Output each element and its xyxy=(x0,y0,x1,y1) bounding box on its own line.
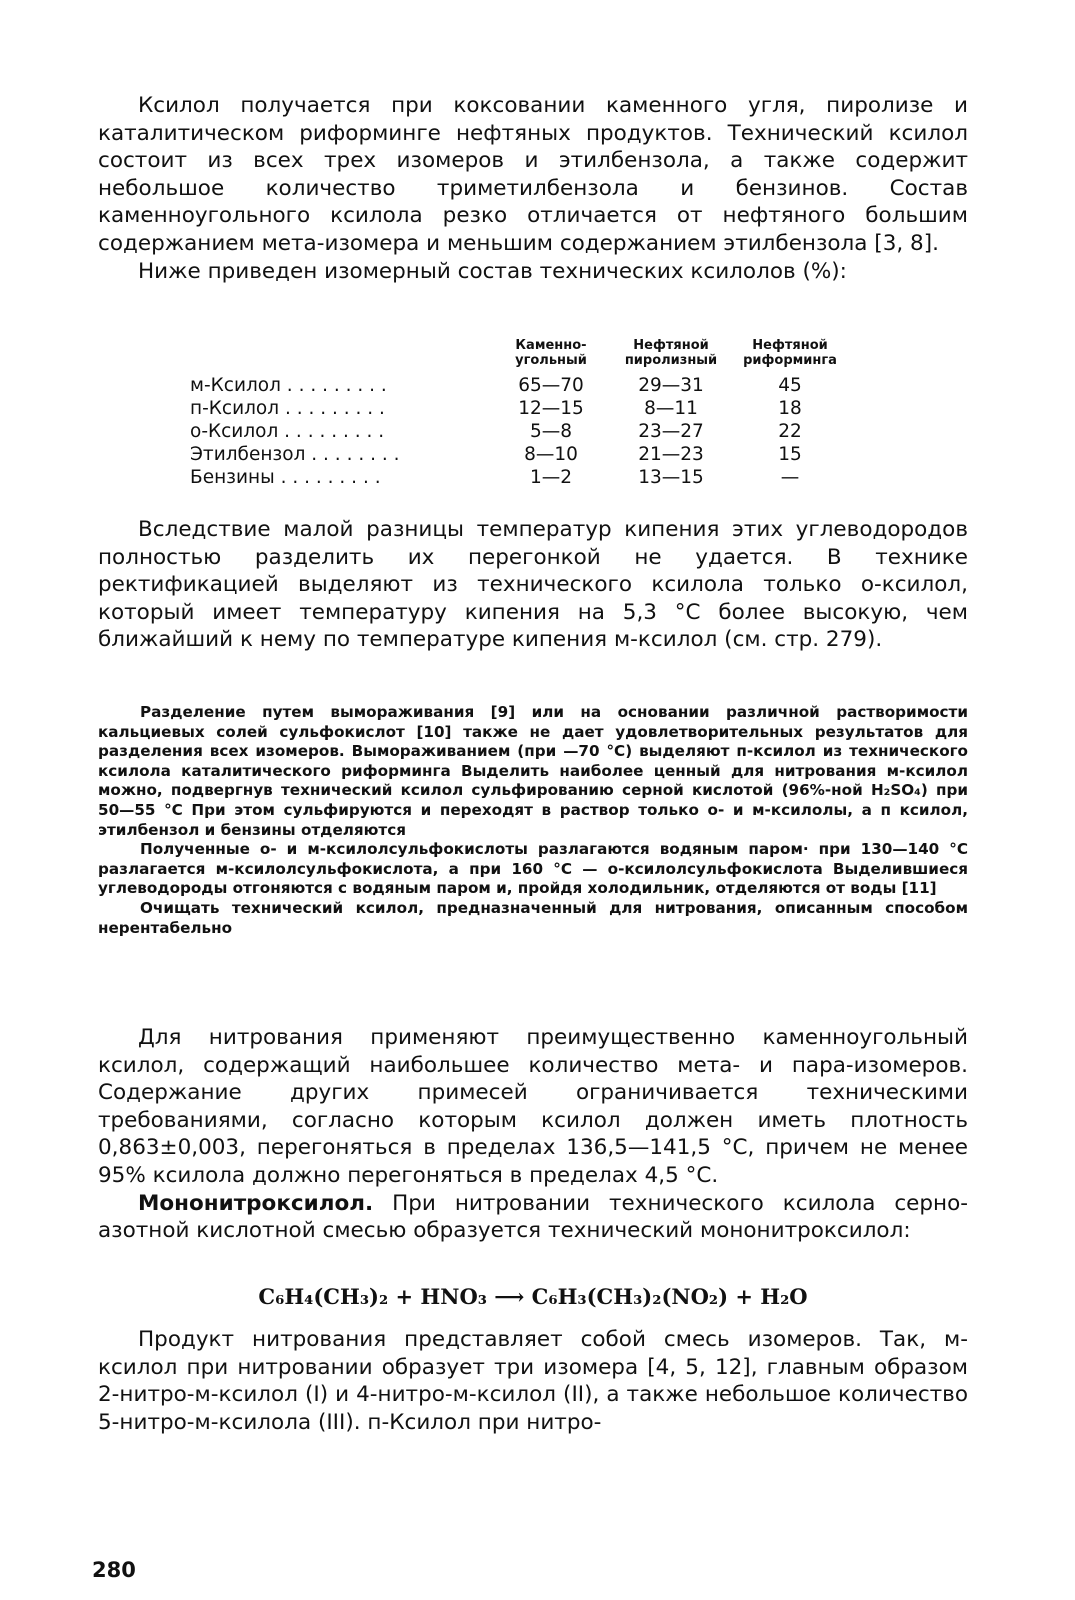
equation-reactant-nitric-acid: HNO₃ xyxy=(420,1284,487,1309)
paragraph-mononitroxylene xyxy=(98,1190,968,1245)
page-number: 280 xyxy=(92,1558,136,1582)
table-row xyxy=(190,374,845,397)
paragraph-freezing: Разделение путем вымораживания [9] или на основании различной растворимости кальциевых солей сульфокислот [10] также не дает удовлетворительных результатов для разделения всех изомеров. Вымораживанием (при —70 °С) выделяют п-ксилол из технического ксилола каталитического риформинга Выделить наиболее ценный для нитрования м-ксилол можно, подвергнув технический ксилол сульфированию серной кислотой (96%-ной H₂SO₄) при 50—55 °С При этом сульфируются и переходят в раствор только о- и м-ксилолы, а п ксилол, этилбензол и бензины отделяются xyxy=(98,703,968,839)
paragraph-rectification: Вследствие малой разницы температур кипения этих углеводородов полностью разделить их перегонкой не удается. В технике ректификацией выделяют из технического ксилола только о-ксилол, который имеет температуру кипения на 5,3 °С более высокую, чем ближайший к нему по температуре кипения м-ксилол (см. стр. 279). xyxy=(98,517,968,653)
equation-product-nitroxylene: C₆H₃(CH₃)₂(NO₂) xyxy=(531,1284,729,1309)
table-header-row xyxy=(190,338,845,374)
cell-coal: 8—10 xyxy=(524,444,578,465)
equation-plus: + xyxy=(728,1284,761,1309)
cell-pyrolysis: 8—11 xyxy=(644,398,698,419)
table-header-reforming: Нефтяной риформинга xyxy=(743,338,837,368)
nitration-equation xyxy=(98,1284,968,1309)
table-row xyxy=(190,443,845,466)
cell-coal: 65—70 xyxy=(518,375,584,396)
rectification-block xyxy=(98,516,968,654)
cell-pyrolysis: 23—27 xyxy=(638,421,704,442)
paragraph-mononitroxylene-text: При нитровании технического ксилола серно-азотной кислотной смесью образуется технический мононитроксилол: xyxy=(98,1190,968,1244)
isomers-block xyxy=(98,1326,968,1436)
isomer-composition-table xyxy=(190,338,845,489)
table-header-pyrolysis: Нефтяной пиролизный xyxy=(624,338,718,368)
table-header-coal: Каменно-угольный xyxy=(515,338,587,368)
paragraph-nitration-requirements: Для нитрования применяют преимущественно каменноугольный ксилол, содержащий наибольшее количество мета- и пара-изомеров. Содержание других примесей ограничивается техническими требованиями, согласно которым ксилол должен иметь плотность 0,863±0,003, перегоняться в пределах 136,5—141,5 °С, причем не менее 95% ксилола должно перегоняться в пределах 4,5 °С. xyxy=(98,1025,968,1188)
equation-plus: + xyxy=(388,1284,421,1309)
cell-reforming: 18 xyxy=(778,398,802,419)
cell-coal: 12—15 xyxy=(518,398,584,419)
equation-arrow: ⟶ xyxy=(486,1284,532,1309)
row-label: о-Ксилол . . . . . . . . . xyxy=(190,421,385,442)
cell-coal: 5—8 xyxy=(529,421,573,442)
paragraph-unprofitable: Очищать технический ксилол, предназначенный для нитрования, описанным способом нерентабельно xyxy=(98,898,968,937)
cell-reforming: 45 xyxy=(778,375,802,396)
nitration-block xyxy=(98,1024,968,1245)
cell-reforming: 22 xyxy=(778,421,802,442)
table-row xyxy=(190,420,845,443)
table-header-spacer xyxy=(190,338,495,374)
section-heading-mononitroxylene: Мононитроксилол. xyxy=(138,1190,374,1216)
cell-reforming: — xyxy=(780,467,800,488)
row-label: Бензины . . . . . . . . . xyxy=(190,467,381,488)
cell-coal: 1—2 xyxy=(529,467,573,488)
table-row xyxy=(190,466,845,489)
equation-product-water: H₂O xyxy=(760,1284,808,1309)
small-print-block xyxy=(98,703,968,938)
paragraph-nitration-isomers: Продукт нитрования представляет собой смесь изомеров. Так, м-ксилол при нитровании образует три изомера [4, 5, 12], главным образом 2-нитро-м-ксилол (I) и 4-нитро-м-ксилол (II), а также небольшое количество 5-нитро-м-ксилола (III). п-Ксилол при нитро- xyxy=(98,1327,968,1435)
cell-pyrolysis: 21—23 xyxy=(638,444,704,465)
row-label: п-Ксилол . . . . . . . . . xyxy=(190,398,385,419)
cell-pyrolysis: 13—15 xyxy=(638,467,704,488)
table-row xyxy=(190,397,845,420)
paragraph-table-intro: Ниже приведен изомерный состав технических ксилолов (%): xyxy=(138,258,847,284)
row-label: м-Ксилол . . . . . . . . . xyxy=(190,375,387,396)
intro-block xyxy=(98,92,968,285)
paragraph-sulfonic-decomposition: Полученные о- и м-ксилолсульфокислоты разлагаются водяным паром· при 130—140 °С разлагается м-ксилолсульфокислота, а при 160 °С — о-ксилолсульфокислота Выделившиеся углеводороды отгоняются с водяным паром и, пройдя холодильник, отделяются от воды [11] xyxy=(98,840,968,898)
paragraph-xylene-origin: Ксилол получается при коксовании каменного угля, пиролизе и каталитическом риформинге нефтяных продуктов. Технический ксилол состоит из всех трех изомеров и этилбензола, а также содержит небольшое количество триметилбензола и бензинов. Состав каменноугольного ксилола резко отличается от нефтяного большим содержанием мета-изомера и меньшим содержанием этилбензола [3, 8]. xyxy=(98,93,968,256)
cell-reforming: 15 xyxy=(778,444,802,465)
cell-pyrolysis: 29—31 xyxy=(638,375,704,396)
equation-reactant-xylene: C₆H₄(CH₃)₂ xyxy=(258,1284,389,1309)
row-label: Этилбензол . . . . . . . . xyxy=(190,444,400,465)
